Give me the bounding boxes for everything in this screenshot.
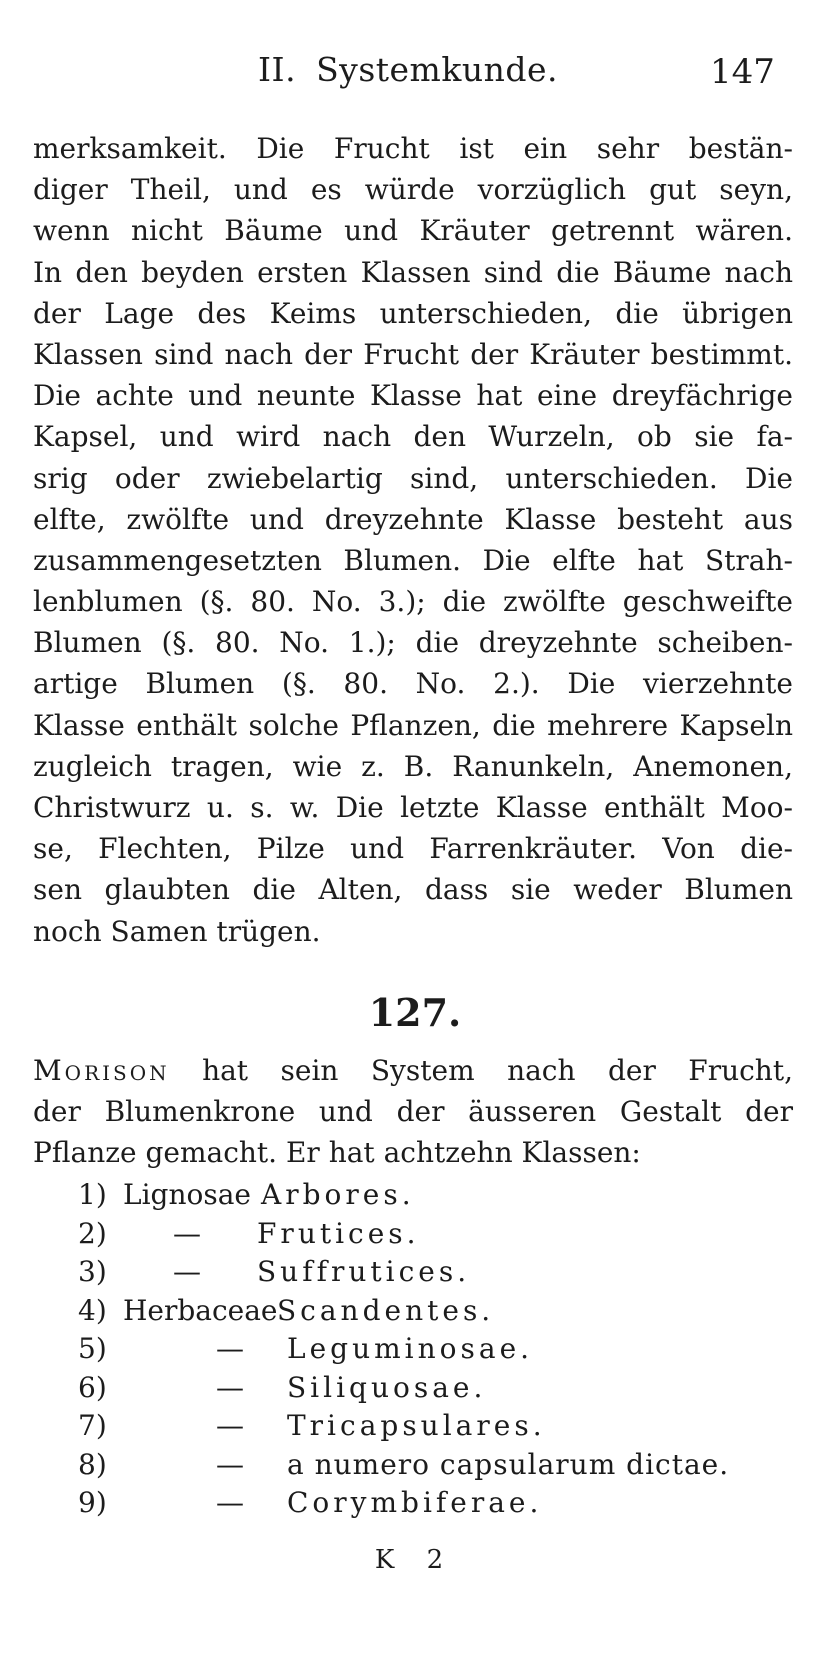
class-number: 2) — [78, 1216, 107, 1250]
class-item — [33, 1178, 793, 1217]
text-line: noch Samen trügen. — [33, 914, 321, 948]
text-line: sen glaubten die Alten, dass sie weder Blumen — [33, 873, 793, 907]
signature-mark: K 2 — [374, 1545, 456, 1575]
class-item — [33, 1448, 793, 1487]
chapter-number: II. — [258, 50, 297, 89]
ditto-dash: — — [216, 1332, 244, 1365]
class-item — [33, 1294, 793, 1333]
class-name: Siliquosae. — [287, 1370, 487, 1404]
text-line: artige Blumen (§. 80. No. 2.). Die vierzehnte — [33, 667, 793, 701]
class-number: 3) — [78, 1255, 107, 1288]
text-line: Klasse enthält solche Pflanzen, die mehrere Kapseln — [33, 708, 793, 742]
ditto-dash: — — [173, 1216, 201, 1250]
class-item — [33, 1486, 793, 1525]
body-paragraph — [33, 128, 793, 952]
class-number: 4) — [78, 1293, 107, 1327]
class-list — [33, 1178, 793, 1525]
chapter-name: Systemkunde. — [316, 50, 558, 89]
class-item — [33, 1371, 793, 1410]
text-line: Blumen (§. 80. No. 1.); die dreyzehnte scheiben- — [33, 626, 793, 660]
class-name: Leguminosae. — [287, 1332, 534, 1365]
class-number: 8) — [78, 1447, 107, 1481]
class-group: Lignosae — [123, 1178, 251, 1211]
section-paragraph — [33, 1050, 793, 1174]
text-line: Pflanze gemacht. Er hat achtzehn Klassen: — [33, 1136, 641, 1170]
class-number: 7) — [78, 1409, 107, 1442]
class-name: a numero capsularum dictae. — [287, 1447, 730, 1481]
class-group: Herbaceae — [123, 1293, 278, 1327]
class-number: 1) — [78, 1178, 107, 1211]
text-line: lenblumen (§. 80. No. 3.); die zwölfte geschweifte — [33, 585, 793, 619]
running-header — [0, 50, 830, 110]
text-line: der Lage des Keims unterschieden, die übrigen — [33, 296, 793, 330]
page-number: 147 — [710, 52, 775, 92]
text-line: der Blumenkrone und der äusseren Gestalt der — [33, 1095, 793, 1129]
text-line: diger Theil, und es würde vorzüglich gut seyn, — [33, 173, 793, 207]
class-number: 6) — [78, 1370, 107, 1404]
text-line: Klassen sind nach der Frucht der Kräuter bestimmt. — [33, 337, 793, 371]
class-name: Frutices. — [257, 1216, 420, 1250]
class-number: 5) — [78, 1332, 107, 1365]
text-line: elfte, zwölfte und dreyzehnte Klasse besteht aus — [33, 502, 793, 536]
class-number: 9) — [78, 1486, 107, 1519]
text-line: srig oder zwiebelartig sind, unterschieden. Die — [33, 461, 793, 495]
text-line: Kapsel, und wird nach den Wurzeln, ob sie fa- — [33, 420, 793, 454]
text-line: zusammengesetzten Blumen. Die elfte hat Strah- — [33, 543, 793, 577]
ditto-dash: — — [216, 1486, 244, 1519]
text-line — [33, 1050, 793, 1091]
class-name: Suffrutices. — [257, 1255, 471, 1288]
text-line: Christwurz u. s. w. Die letzte Klasse enthält Moo- — [33, 791, 793, 824]
author-name: Morison — [33, 1054, 170, 1087]
class-name: Arbores. — [261, 1178, 415, 1211]
class-item — [33, 1217, 793, 1256]
class-item — [33, 1409, 793, 1448]
text-line: In den beyden ersten Klassen sind die Bäume nach — [33, 255, 793, 289]
section-number: 127. — [368, 990, 462, 1035]
ditto-dash: — — [216, 1370, 244, 1404]
text-line: wenn nicht Bäume und Kräuter getrennt wären. — [33, 214, 793, 248]
ditto-dash: — — [173, 1255, 201, 1288]
text-line: zugleich tragen, wie z. B. Ranunkeln, Anemonen, — [33, 749, 793, 783]
text-line-rest: hat sein System nach der Frucht, — [202, 1054, 793, 1087]
class-item — [33, 1255, 793, 1294]
class-name: Tricapsulares. — [287, 1409, 546, 1442]
class-item — [33, 1332, 793, 1371]
text-line: se, Flechten, Pilze und Farrenkräuter. Von die- — [33, 832, 793, 866]
chapter-title — [258, 50, 558, 89]
ditto-dash: — — [216, 1409, 244, 1442]
text-line: merksamkeit. Die Frucht ist ein sehr bestän- — [33, 132, 793, 165]
class-name: Scandentes. — [277, 1293, 495, 1327]
text-line: Die achte und neunte Klasse hat eine dreyfächrige — [33, 379, 793, 413]
ditto-dash: — — [216, 1447, 244, 1481]
class-name: Corymbiferae. — [287, 1486, 543, 1519]
